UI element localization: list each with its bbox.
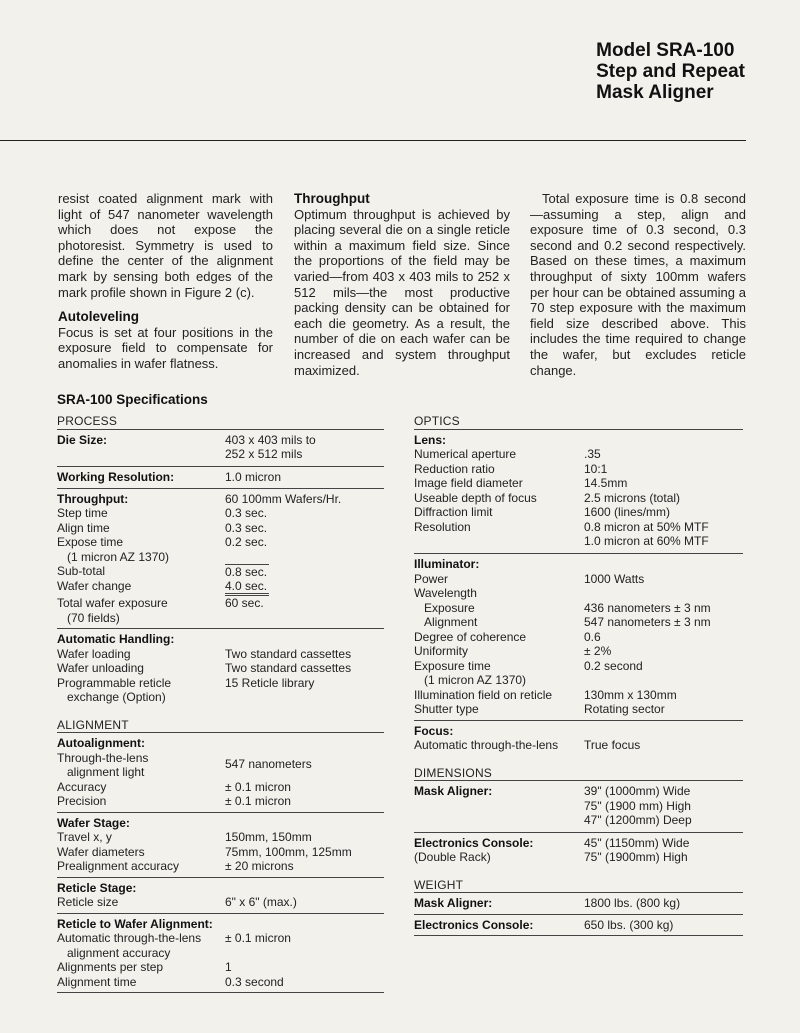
spec-key: Degree of coherence <box>414 629 527 644</box>
spec-value: 14.5mm <box>584 476 628 490</box>
spec-weight-console <box>414 918 743 933</box>
spec-value-line: 47" (1200mm) Deep <box>584 813 692 827</box>
spec-expose-time <box>57 535 384 564</box>
spec-uniformity <box>414 644 743 659</box>
spec-value: 0.2 second <box>584 658 643 673</box>
spec-key: Automatic through-the-lens <box>414 738 559 752</box>
spec-value: 1.0 micron <box>225 470 282 484</box>
spec-value: True focus <box>584 738 641 752</box>
spec-key-line: (70 fields) <box>67 610 120 625</box>
intro-column-3 <box>530 191 746 378</box>
spec-key: Wafer loading <box>57 646 131 661</box>
spec-value: 1 <box>225 960 232 974</box>
divider <box>414 832 743 833</box>
spec-value-line: 403 x 403 mils to <box>225 432 316 447</box>
spec-value-line: 0.8 micron at 50% MTF <box>584 519 709 534</box>
spec-key: Travel x, y <box>57 830 112 844</box>
spec-value: 1600 (lines/mm) <box>584 505 671 519</box>
spec-value: 4.0 sec. <box>225 579 269 597</box>
spec-key: Expose time <box>57 535 124 549</box>
spec-value: 0.3 sec. <box>225 520 268 535</box>
spec-value: ± 2% <box>584 644 612 658</box>
spec-reduction-ratio <box>414 462 743 477</box>
spec-throughput <box>57 492 384 507</box>
spec-value: Two standard cassettes <box>225 661 352 675</box>
intro-para-3: Optimum throughput is achieved by placing several die on a single reticle within a maximum field size. Since the proportions of the field may be varied—from 403 x 403 mils to 252 x 512 mils—the most productive packing density can be obtained for each die geometry. As a result, the number of die on each wafer can be increased and system throughput maximized. <box>294 206 510 378</box>
spec-key: Precision <box>57 794 107 808</box>
specs-title: SRA-100 Specifications <box>57 392 208 407</box>
spec-resolution <box>414 519 743 548</box>
spec-image-field <box>414 476 743 491</box>
spec-value <box>225 433 316 462</box>
spec-alignments-per-step <box>57 960 384 975</box>
spec-value <box>584 836 689 865</box>
divider <box>57 877 384 878</box>
spec-value-line: 75" (1900 mm) High <box>584 798 691 813</box>
spec-value: 1800 lbs. (800 kg) <box>584 896 681 910</box>
spec-value: 2.5 microns (total) <box>584 490 681 505</box>
spec-left <box>57 414 384 993</box>
divider <box>57 429 384 430</box>
spec-align-time <box>57 521 384 536</box>
spec-value-line: 39" (1000mm) Wide <box>584 784 691 798</box>
title-line-1: Model SRA-100 <box>596 40 735 61</box>
divider <box>414 553 743 554</box>
spec-value: 547 nanometers <box>225 756 312 771</box>
spec-key: Wafer change <box>57 578 132 593</box>
spec-dim-mask-aligner <box>414 784 743 827</box>
spec-alignment-time <box>57 975 384 990</box>
process-label: PROCESS <box>57 414 118 428</box>
spec-value: ± 0.1 micron <box>225 794 291 808</box>
spec-key: Image field diameter <box>414 476 523 490</box>
spec-wafer-unloading <box>57 661 384 676</box>
spec-reticle-size <box>57 895 384 910</box>
spec-depth-of-focus <box>414 491 743 506</box>
spec-key: Mask Aligner: <box>414 784 493 798</box>
spec-value-line: 75" (1900mm) High <box>584 850 688 864</box>
spec-value: ± 0.1 micron <box>225 931 291 945</box>
spec-right <box>414 414 743 936</box>
spec-key: Step time <box>57 506 108 520</box>
spec-key: Alignment <box>424 615 478 629</box>
intro-para-2: Focus is set at four positions in the exposure field to compensate for anomalies in wafer flatness. <box>58 324 273 371</box>
divider <box>414 720 743 721</box>
spec-wafer-change <box>57 579 384 594</box>
spec-optics-exposure-time <box>414 659 743 688</box>
spec-value: 6" x 6" (max.) <box>225 895 297 909</box>
spec-key: Through-the-lens <box>57 750 149 765</box>
spec-value: 60 100mm Wafers/Hr. <box>225 491 342 506</box>
spec-key: Accuracy <box>57 779 107 794</box>
spec-coherence <box>414 630 743 645</box>
title-line-2: Step and Repeat <box>596 61 745 82</box>
spec-step-time <box>57 506 384 521</box>
spec-precision <box>57 794 384 809</box>
spec-value: .35 <box>584 447 601 461</box>
spec-value: 0.3 sec. <box>225 506 268 520</box>
spec-key: Mask Aligner: <box>414 896 493 910</box>
alignment-label: ALIGNMENT <box>57 717 129 732</box>
intro-para-1: resist coated alignment mark with light of 547 nanometer wavelength which does not expose the photoresist. Symmetry is used to define the center of the alignment mark by sensing both edges of the mark profile shown in Figure 2 (c). <box>58 191 273 300</box>
spec-working-resolution <box>57 470 384 485</box>
spec-key: Illumination field on reticle <box>414 687 553 702</box>
spec-lens: Lens: <box>414 432 447 447</box>
spec-value: 130mm x 130mm <box>584 687 677 702</box>
spec-prealignment <box>57 859 384 874</box>
spec-key: Electronics Console: <box>414 835 534 850</box>
spec-die-size <box>57 432 384 461</box>
spec-value-line: 45" (1150mm) Wide <box>584 835 690 850</box>
spec-key-line: (1 micron AZ 1370) <box>424 673 527 687</box>
optics-label: OPTICS <box>414 414 460 428</box>
divider <box>414 429 743 430</box>
intro-column-2 <box>294 191 510 378</box>
spec-value: 1000 Watts <box>584 571 645 586</box>
spec-value: Two standard cassettes <box>225 646 352 661</box>
divider <box>414 935 743 936</box>
spec-key: Align time <box>57 520 110 535</box>
spec-illumination-field <box>414 688 743 703</box>
spec-key: Programmable reticle <box>57 675 172 690</box>
spec-key: Numerical aperture <box>414 447 517 461</box>
spec-key: Alignments per step <box>57 960 164 974</box>
spec-key-line: (1 micron AZ 1370) <box>67 549 170 564</box>
spec-key: Die Size: <box>57 432 108 447</box>
spec-value <box>584 520 709 549</box>
spec-weight-mask-aligner <box>414 896 743 911</box>
throughput-heading: Throughput <box>294 191 370 206</box>
divider <box>57 913 384 914</box>
spec-value <box>584 784 692 828</box>
document-title <box>596 40 745 103</box>
spec-key: Exposure time <box>414 658 491 673</box>
spec-value: ± 20 microns <box>225 859 294 873</box>
spec-key: Uniformity <box>414 644 469 658</box>
spec-key: Alignment time <box>57 974 137 989</box>
spec-illuminator: Illuminator: <box>414 557 480 571</box>
spec-key: Wafer unloading <box>57 661 144 675</box>
divider <box>57 628 384 629</box>
spec-value: Rotating sector <box>584 702 665 716</box>
title-line-3: Mask Aligner <box>596 82 714 103</box>
spec-value: 60 sec. <box>225 596 264 610</box>
spec-automatic-handling: Automatic Handling: <box>57 632 175 646</box>
divider <box>57 732 384 733</box>
divider <box>57 488 384 489</box>
spec-value: 0.8 sec. <box>225 565 268 579</box>
spec-dim-console <box>414 836 743 865</box>
spec-value: 150mm, 150mm <box>225 830 312 844</box>
spec-exposure-wavelength <box>414 601 743 616</box>
header-rule <box>0 140 746 141</box>
spec-wafer-stage: Wafer Stage: <box>57 815 130 830</box>
spec-value: 15 Reticle library <box>225 675 315 690</box>
spec-key: Reduction ratio <box>414 461 495 476</box>
spec-value: 10:1 <box>584 461 608 476</box>
spec-travel <box>57 830 384 845</box>
intro-para-4: Total exposure time is 0.8 second —assuming a step, align and exposure time of 0.3 second, 0.3 second and 0.2 second respectively. Based on these times, a maximum throughput of sixty 100mm wafers per hour can be obtained assuming a 70 step exposure with the maximum field size described above. This includes the time required to change the wafer, but excludes reticle change. <box>530 191 746 378</box>
spec-ttl-light <box>57 751 384 780</box>
intro-column-1 <box>58 191 273 372</box>
spec-value: 436 nanometers ± 3 nm <box>584 600 711 615</box>
spec-key: Power <box>414 571 449 586</box>
spec-value: 547 nanometers ± 3 nm <box>584 615 711 629</box>
spec-key: Diffraction limit <box>414 505 493 519</box>
spec-alignment-wavelength <box>414 615 743 630</box>
spec-value: 650 lbs. (300 kg) <box>584 917 674 932</box>
spec-diffraction-limit <box>414 505 743 520</box>
divider <box>57 466 384 467</box>
spec-shutter-type <box>414 702 743 717</box>
spec-key: Total wafer exposure <box>57 596 168 610</box>
dimensions-label: DIMENSIONS <box>414 765 493 780</box>
spec-key: Wafer diameters <box>57 844 145 859</box>
spec-key: Resolution <box>414 519 471 534</box>
spec-key: Throughput: <box>57 491 129 506</box>
spec-key: Working Resolution: <box>57 470 175 484</box>
spec-key: Sub-total <box>57 564 106 578</box>
spec-power <box>414 572 743 587</box>
spec-sub-total <box>57 564 384 579</box>
spec-key: Reticle size <box>57 895 119 909</box>
spec-autoalignment: Autoalignment: <box>57 736 145 750</box>
spec-reticle-stage: Reticle Stage: <box>57 880 137 895</box>
spec-key: Prealignment accuracy <box>57 859 180 873</box>
spec-wafer-loading <box>57 647 384 662</box>
spec-value: 0.2 sec. <box>225 535 268 549</box>
spec-accuracy <box>57 780 384 795</box>
spec-key-line: (Double Rack) <box>414 850 491 864</box>
weight-label: WEIGHT <box>414 877 464 892</box>
spec-wavelength: Wavelength <box>414 586 477 600</box>
spec-key: Useable depth of focus <box>414 490 537 505</box>
spec-value: 0.3 second <box>225 974 284 989</box>
spec-value: ± 0.1 micron <box>225 779 291 794</box>
spec-auto-ttl <box>57 931 384 960</box>
divider <box>414 914 743 915</box>
divider <box>57 992 384 993</box>
divider <box>414 780 743 781</box>
spec-focus: Focus: <box>414 723 454 738</box>
spec-numerical-aperture <box>414 447 743 462</box>
spec-key: Electronics Console: <box>414 917 534 932</box>
divider <box>57 812 384 813</box>
spec-key-line: alignment accuracy <box>67 945 171 960</box>
spec-key-line: alignment light <box>67 765 145 779</box>
spec-value: 0.6 <box>584 629 601 644</box>
spec-value-line: 252 x 512 mils <box>225 447 303 461</box>
divider <box>414 892 743 893</box>
spec-value-line: 1.0 micron at 60% MTF <box>584 534 709 548</box>
spec-value: 75mm, 100mm, 125mm <box>225 844 352 859</box>
spec-auto-focus <box>414 738 743 753</box>
spec-wafer-diameters <box>57 845 384 860</box>
autoleveling-heading: Autoleveling <box>58 309 140 325</box>
spec-reticle-to-wafer: Reticle to Wafer Alignment: <box>57 916 213 931</box>
spec-key: Exposure <box>424 600 475 615</box>
spec-key: Automatic through-the-lens <box>57 931 202 945</box>
spec-programmable-reticle <box>57 676 384 705</box>
spec-key-line: exchange (Option) <box>67 690 166 704</box>
spec-key: Shutter type <box>414 702 479 716</box>
spec-total-exposure <box>57 596 384 625</box>
